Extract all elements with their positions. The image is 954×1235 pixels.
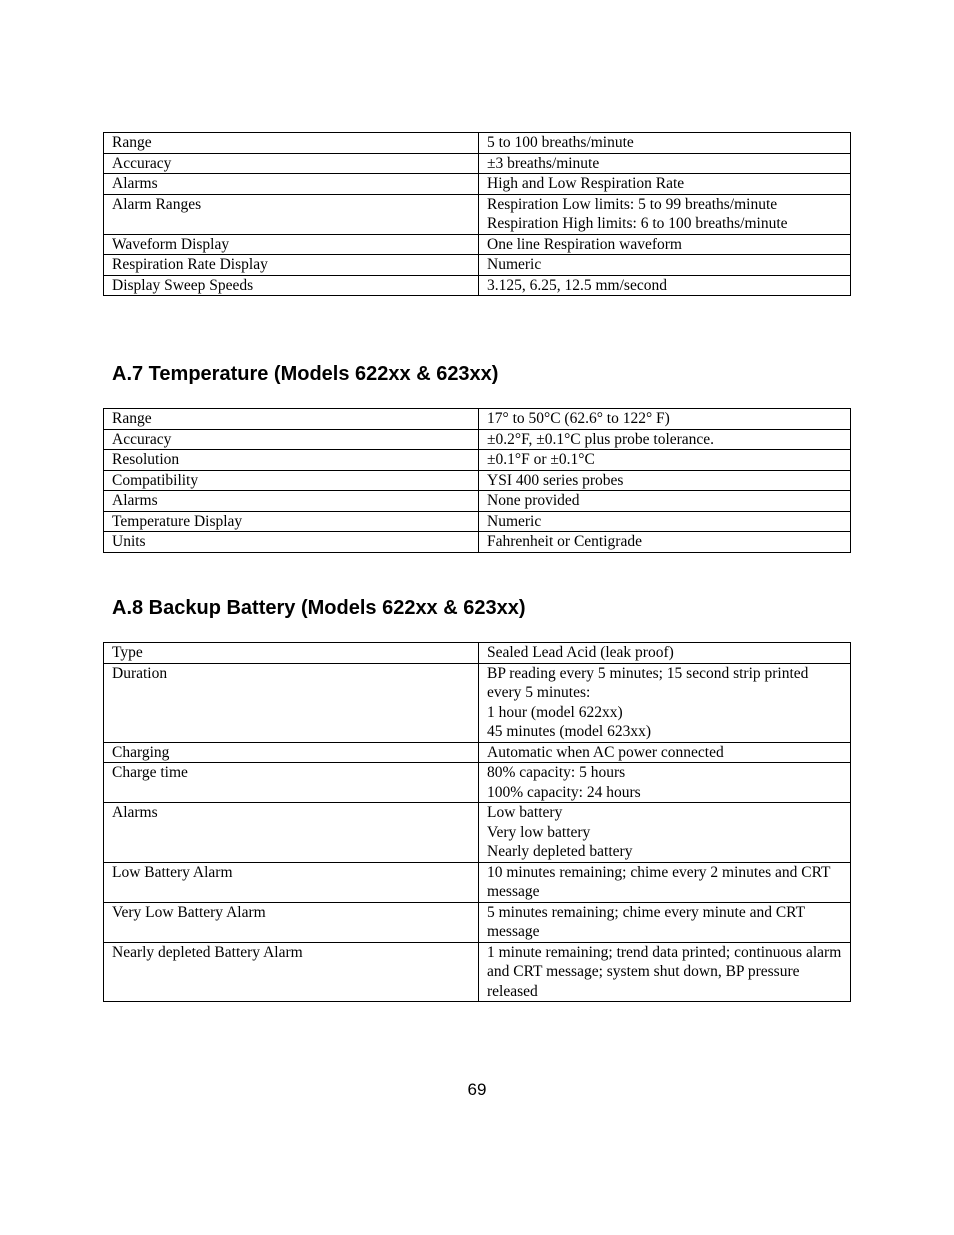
battery-section-heading: A.8 Backup Battery (Models 622xx & 623xx)	[112, 597, 526, 619]
spec-label: Resolution	[104, 450, 479, 471]
table-row	[104, 409, 851, 430]
spec-value: Respiration Low limits: 5 to 99 breaths/minute Respiration High limits: 6 to 100 breaths/minute	[479, 194, 851, 234]
table-row	[104, 742, 851, 763]
table-row	[104, 663, 851, 742]
spec-label: Type	[104, 643, 479, 664]
spec-value: 80% capacity: 5 hours 100% capacity: 24 hours	[479, 763, 851, 803]
spec-label: Charge time	[104, 763, 479, 803]
spec-label: Very Low Battery Alarm	[104, 902, 479, 942]
table-row	[104, 234, 851, 255]
table-row	[104, 491, 851, 512]
spec-label: Range	[104, 133, 479, 154]
spec-value: 1 minute remaining; trend data printed; continuous alarm and CRT message; system shut down, BP pressure released	[479, 942, 851, 1002]
spec-label: Charging	[104, 742, 479, 763]
respiration-spec-table	[103, 132, 851, 296]
table-row	[104, 133, 851, 154]
spec-value: 17° to 50°C (62.6° to 122° F)	[479, 409, 851, 430]
table-row	[104, 763, 851, 803]
spec-label: Alarms	[104, 803, 479, 863]
temperature-spec-table	[103, 408, 851, 553]
table-row	[104, 429, 851, 450]
spec-value: Sealed Lead Acid (leak proof)	[479, 643, 851, 664]
table-row	[104, 643, 851, 664]
spec-value: High and Low Respiration Rate	[479, 174, 851, 195]
spec-value: ±3 breaths/minute	[479, 153, 851, 174]
spec-label: Respiration Rate Display	[104, 255, 479, 276]
spec-value: Numeric	[479, 511, 851, 532]
spec-label: Duration	[104, 663, 479, 742]
spec-label: Compatibility	[104, 470, 479, 491]
spec-label: Range	[104, 409, 479, 430]
spec-value: YSI 400 series probes	[479, 470, 851, 491]
spec-label: Alarm Ranges	[104, 194, 479, 234]
table-row	[104, 194, 851, 234]
battery-spec-table	[103, 642, 851, 1002]
spec-label: Low Battery Alarm	[104, 862, 479, 902]
table-row	[104, 532, 851, 553]
spec-value: Low battery Very low battery Nearly depleted battery	[479, 803, 851, 863]
page-number: 69	[467, 1080, 487, 1099]
spec-label: Display Sweep Speeds	[104, 275, 479, 296]
spec-value: ±0.1°F or ±0.1°C	[479, 450, 851, 471]
spec-label: Alarms	[104, 174, 479, 195]
spec-label: Temperature Display	[104, 511, 479, 532]
table-row	[104, 153, 851, 174]
spec-value: Fahrenheit or Centigrade	[479, 532, 851, 553]
spec-label: Units	[104, 532, 479, 553]
spec-label: Nearly depleted Battery Alarm	[104, 942, 479, 1002]
spec-value: Numeric	[479, 255, 851, 276]
table-row	[104, 862, 851, 902]
spec-label: Alarms	[104, 491, 479, 512]
spec-value: 5 to 100 breaths/minute	[479, 133, 851, 154]
table-row	[104, 942, 851, 1002]
table-row	[104, 450, 851, 471]
table-row	[104, 902, 851, 942]
spec-label: Accuracy	[104, 153, 479, 174]
temperature-section-heading: A.7 Temperature (Models 622xx & 623xx)	[112, 363, 499, 385]
spec-value: Automatic when AC power connected	[479, 742, 851, 763]
spec-value: 10 minutes remaining; chime every 2 minutes and CRT message	[479, 862, 851, 902]
table-row	[104, 511, 851, 532]
spec-label: Accuracy	[104, 429, 479, 450]
spec-value: ±0.2°F, ±0.1°C plus probe tolerance.	[479, 429, 851, 450]
table-row	[104, 803, 851, 863]
spec-value: 3.125, 6.25, 12.5 mm/second	[479, 275, 851, 296]
table-row	[104, 275, 851, 296]
spec-label: Waveform Display	[104, 234, 479, 255]
spec-value: 5 minutes remaining; chime every minute and CRT message	[479, 902, 851, 942]
table-row	[104, 255, 851, 276]
table-row	[104, 470, 851, 491]
spec-value: One line Respiration waveform	[479, 234, 851, 255]
spec-value: None provided	[479, 491, 851, 512]
table-row	[104, 174, 851, 195]
spec-value: BP reading every 5 minutes; 15 second strip printed every 5 minutes: 1 hour (model 622xx) 45 minutes (model 623xx)	[479, 663, 851, 742]
